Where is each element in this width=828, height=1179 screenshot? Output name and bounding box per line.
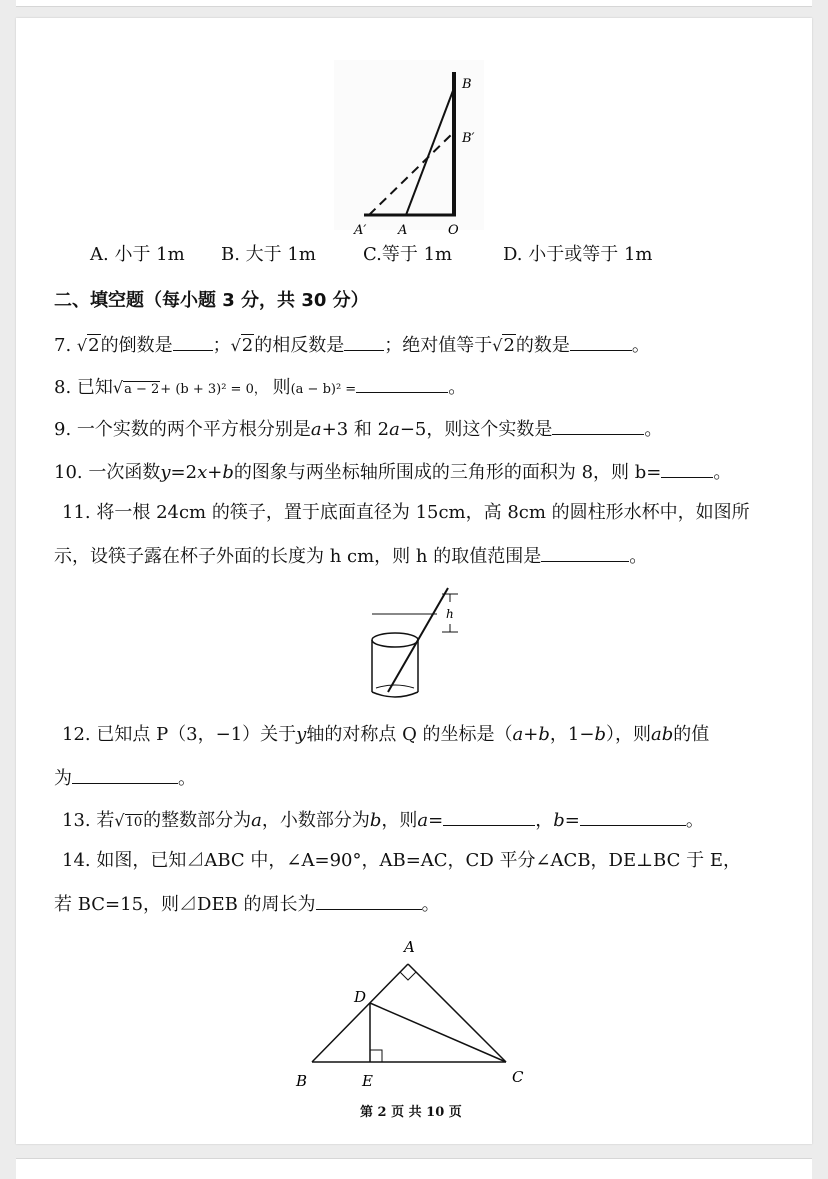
q11-blank[interactable] bbox=[541, 543, 629, 562]
option-d: D. 小于或等于 1m bbox=[503, 244, 653, 265]
q8-expr: (a − b)² = bbox=[290, 382, 357, 397]
q13-eq1: = bbox=[428, 810, 444, 831]
question-12-line-1 bbox=[62, 723, 709, 747]
q7-sep: ； bbox=[212, 335, 231, 356]
q8-sqrt: √a − 2 bbox=[112, 378, 160, 397]
q12-line2-text: 为 bbox=[54, 768, 72, 789]
q12-mid: 轴的对称点 Q 的坐标是（ bbox=[306, 724, 513, 745]
previous-page-edge bbox=[16, 0, 812, 7]
q10-blank[interactable] bbox=[661, 459, 713, 478]
page-footer: 第 2 页 共 10 页 bbox=[360, 1105, 462, 1120]
q12-blank[interactable] bbox=[72, 765, 178, 784]
q12-var-b-2: b bbox=[594, 724, 606, 745]
q13-var-a: a bbox=[251, 810, 262, 831]
ladder-figure bbox=[334, 60, 484, 238]
triangle-figure bbox=[284, 926, 544, 1092]
cup-figure bbox=[362, 584, 472, 702]
q12-var-a: a bbox=[512, 724, 524, 745]
q10-eq: =2 bbox=[170, 462, 198, 483]
cup-bottom-arc bbox=[372, 692, 418, 697]
q8-mid: + (b + 3)² = 0， bbox=[160, 382, 267, 397]
option-a: A. 小于 1m bbox=[90, 244, 185, 265]
q7-sqrt-2: √2 bbox=[230, 335, 254, 356]
q14-end: 。 bbox=[421, 894, 440, 915]
q7-blank-3[interactable] bbox=[570, 332, 632, 351]
triangle-label-C: C bbox=[512, 1068, 524, 1086]
next-page-edge bbox=[16, 1158, 812, 1179]
question-8 bbox=[54, 374, 466, 402]
q9-part-1: +3 和 2 bbox=[321, 419, 390, 440]
q7-text-4: 的数是 bbox=[515, 335, 570, 356]
question-11-line-2 bbox=[54, 543, 647, 569]
q7-sqrt-3: √2 bbox=[492, 335, 515, 356]
q9-part-2: −5，则这个实数是 bbox=[399, 419, 553, 440]
cup-inner-bottom bbox=[376, 685, 414, 688]
q8-blank[interactable] bbox=[356, 374, 448, 393]
q11-text: 示，设筷子露在杯子外面的长度为 h cm，则 h 的取值范围是 bbox=[54, 546, 542, 567]
q12-var-y: y bbox=[296, 724, 307, 745]
q12-mid2: ，1− bbox=[549, 724, 595, 745]
triangle-label-E: E bbox=[362, 1072, 373, 1090]
q13-prefix: 13. 若 bbox=[62, 810, 115, 831]
q12-tail: 的值 bbox=[673, 724, 710, 745]
q13-eq2: = bbox=[564, 810, 580, 831]
question-14-line-2 bbox=[54, 891, 440, 917]
q10-plus: + bbox=[207, 462, 223, 483]
document-page bbox=[16, 18, 812, 1144]
right-angle-A bbox=[400, 972, 416, 980]
q13-end: 。 bbox=[685, 810, 704, 831]
q10-var-y: y bbox=[160, 462, 171, 483]
q12-var-b: b bbox=[538, 724, 550, 745]
q12-mid3: ），则 bbox=[605, 724, 651, 745]
q14-blank[interactable] bbox=[316, 891, 422, 910]
q13-blank-b[interactable] bbox=[580, 807, 686, 826]
q13-var-b: b bbox=[369, 810, 382, 831]
q8-end: 。 bbox=[448, 377, 467, 398]
question-12-line-2 bbox=[54, 765, 196, 791]
q13-mid3: ，则 bbox=[381, 810, 418, 831]
q7-end: 。 bbox=[631, 335, 650, 356]
q14-text: 若 BC=15，则⊿DEB 的周长为 bbox=[54, 894, 316, 915]
option-b: B. 大于 1m bbox=[221, 244, 316, 265]
q7-sqrt-1: √2 bbox=[76, 335, 100, 356]
q7-text-3: ；绝对值等于 bbox=[384, 335, 493, 356]
q12-end: 。 bbox=[178, 768, 196, 789]
q10-var-x: x bbox=[197, 462, 208, 483]
label-B: B bbox=[462, 77, 472, 92]
segment-CD bbox=[370, 1003, 506, 1062]
q13-var-b-2: b bbox=[553, 810, 565, 831]
question-13 bbox=[62, 807, 704, 835]
q7-text-2: 的相反数是 bbox=[254, 335, 345, 356]
q12-var-ab: ab bbox=[650, 724, 674, 745]
q13-mid: 的整数部分为 bbox=[143, 810, 252, 831]
label-A: A bbox=[398, 223, 408, 238]
option-c: C.等于 1m bbox=[363, 244, 453, 265]
triangle-label-B: B bbox=[296, 1072, 308, 1090]
q12-plus: + bbox=[523, 724, 539, 745]
q9-end: 。 bbox=[644, 419, 663, 440]
question-7 bbox=[54, 332, 650, 358]
question-11-line-1: 11. 将一根 24cm 的筷子，置于底面直径为 15cm，高 8cm 的圆柱形水杯中，如图所 bbox=[62, 502, 750, 523]
cup-label-h: h bbox=[446, 607, 454, 621]
q9-var-a-2: a bbox=[389, 419, 400, 440]
q13-sep: ， bbox=[535, 810, 554, 831]
q9-blank[interactable] bbox=[552, 416, 644, 435]
q7-number: 7. bbox=[54, 335, 72, 356]
q9-prefix: 9. 一个实数的两个平方根分别是 bbox=[54, 419, 311, 440]
q10-var-b: b bbox=[222, 462, 234, 483]
section-heading: 二、填空题（每小题 3 分，共 30 分） bbox=[54, 290, 369, 311]
label-A-prime: A′ bbox=[354, 223, 367, 238]
label-O: O bbox=[448, 223, 459, 238]
q10-rest: 的图象与两坐标轴所围成的三角形的面积为 8，则 b= bbox=[233, 462, 662, 483]
q13-mid2: ，小数部分为 bbox=[261, 810, 370, 831]
q13-blank-a[interactable] bbox=[443, 807, 535, 826]
q7-blank-1[interactable] bbox=[173, 332, 213, 351]
q11-end: 。 bbox=[629, 546, 648, 567]
q7-blank-2[interactable] bbox=[344, 332, 384, 351]
cup-top-ellipse bbox=[372, 633, 418, 647]
q13-sqrt: √10 bbox=[114, 811, 143, 830]
q8-prefix: 8. 已知 bbox=[54, 377, 113, 398]
triangle-label-A: A bbox=[404, 938, 415, 956]
q9-var-a-1: a bbox=[310, 419, 322, 440]
q10-end: 。 bbox=[713, 462, 732, 483]
question-14-line-1: 14. 如图，已知⊿ABC 中，∠A=90°，AB=AC，CD 平分∠ACB，DE⊥BC 于 E， bbox=[62, 850, 741, 871]
q12-prefix: 12. 已知点 P（3，−1）关于 bbox=[62, 724, 297, 745]
q13-var-a-2: a bbox=[417, 810, 429, 831]
q7-text-1: 的倒数是 bbox=[100, 335, 173, 356]
right-angle-E bbox=[370, 1050, 382, 1062]
q10-prefix: 10. 一次函数 bbox=[54, 462, 161, 483]
question-9 bbox=[54, 416, 662, 442]
side-AC bbox=[408, 964, 506, 1062]
question-10 bbox=[54, 459, 731, 485]
label-B-prime: B′ bbox=[462, 131, 475, 146]
triangle-label-D: D bbox=[354, 988, 367, 1006]
q8-then: 则 bbox=[272, 377, 291, 398]
